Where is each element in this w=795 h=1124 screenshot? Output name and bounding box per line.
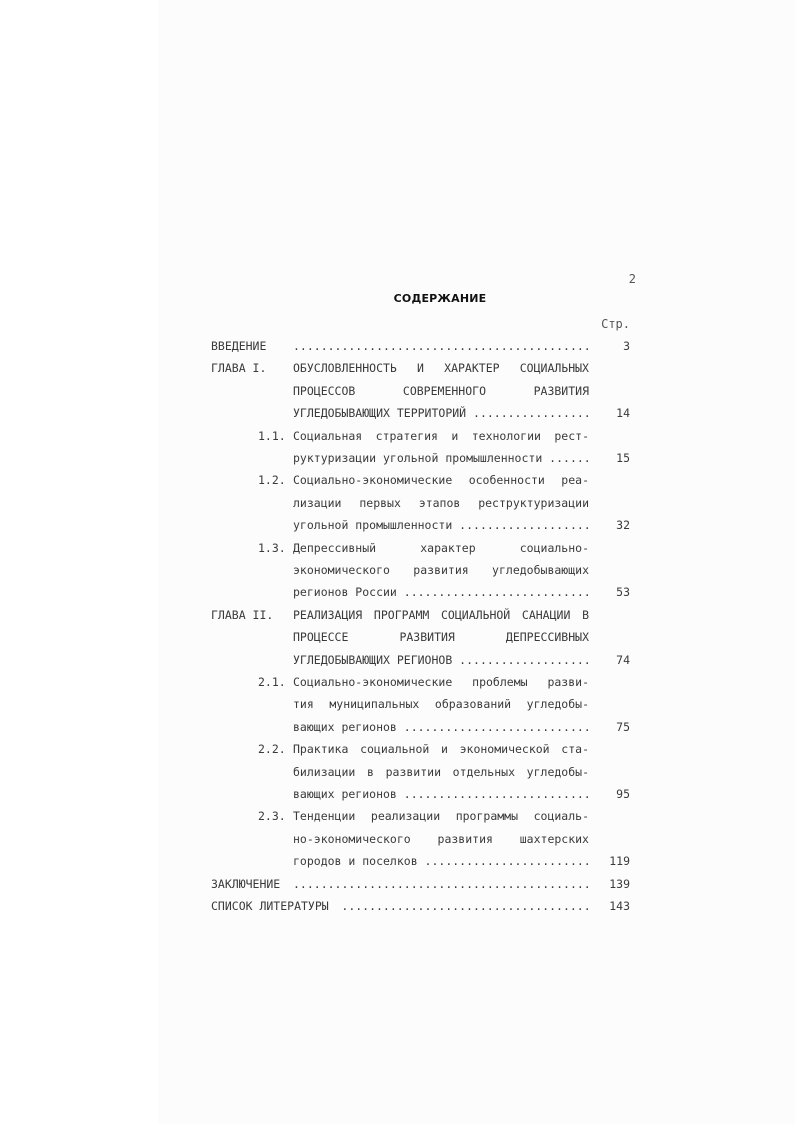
toc-entry-label: 1.1.	[258, 428, 286, 443]
toc-entry-page: 119	[609, 854, 630, 869]
toc-line	[0, 873, 795, 895]
toc-line	[0, 604, 795, 626]
page-title: СОДЕРЖАНИЕ	[393, 292, 487, 305]
toc-line	[0, 425, 795, 447]
toc-entry-text: ПРОЦЕССЕ РАЗВИТИЯ ДЕПРЕССИВНЫХ	[293, 630, 589, 645]
toc-entry-text	[293, 335, 589, 357]
toc-entry-label: 2.1.	[258, 675, 286, 689]
toc-line	[0, 738, 795, 760]
toc-entry-label: 2.2.	[258, 742, 286, 757]
toc-entry-text: экономического развития угледобывающих	[293, 563, 589, 577]
toc-entry-label: 1.3.	[258, 540, 286, 555]
toc-entry-text	[293, 873, 589, 895]
toc-entry-text: Социально-экономические проблемы разви-	[293, 675, 589, 689]
toc-entry-page: 15	[616, 451, 630, 465]
toc-entry-label: СПИСОК ЛИТЕРАТУРЫ	[211, 899, 329, 913]
toc-line	[0, 761, 795, 783]
toc-line	[0, 357, 795, 379]
toc-line	[0, 649, 795, 671]
toc-line	[0, 671, 795, 693]
page-column-label: Стр.	[601, 317, 630, 331]
toc-entry-text: тия муниципальных образований угледобы-	[293, 697, 589, 712]
toc-entry-text: вающих регионов .....	[293, 716, 589, 738]
toc-entry-label: ГЛАВА II.	[211, 607, 274, 622]
toc-line	[0, 492, 795, 514]
page-number: 2	[628, 272, 636, 286]
toc-entry-text: регионов России .....	[293, 581, 589, 603]
toc-entry-text: УГЛЕДОБЫВАЮЩИХ ТЕРРИТОРИЙ .....	[293, 402, 589, 424]
toc-entry-label: ЗАКЛЮЧЕНИЕ	[211, 876, 281, 891]
toc-line	[0, 514, 795, 536]
toc-line	[0, 581, 795, 603]
toc-entry-text: руктуризации угольной промышленности .....	[293, 447, 589, 469]
toc-line	[0, 559, 795, 581]
toc-entry-text: городов и поселков .....	[293, 850, 589, 872]
toc-entry-page: 32	[616, 518, 630, 533]
toc-entry-page: 74	[616, 652, 630, 667]
toc-entry-page: 95	[616, 787, 630, 801]
toc-line	[0, 537, 795, 559]
toc-entry-text: Социальная стратегия и технологии рест-	[293, 428, 589, 443]
toc-entry-page: 139	[609, 876, 630, 891]
toc-entry-text: лизации первых этапов реструктуризации	[293, 495, 589, 510]
toc-line	[0, 895, 795, 917]
toc-line	[0, 850, 795, 872]
toc-line	[0, 693, 795, 715]
toc-entry-text: Социально-экономические особенности реа-	[293, 473, 589, 488]
toc-line	[0, 469, 795, 491]
toc-line	[0, 447, 795, 469]
toc-line	[0, 716, 795, 738]
toc-line	[0, 783, 795, 805]
toc-entry-label: 1.2.	[258, 473, 286, 488]
toc-entry-label: 2.3.	[258, 809, 286, 824]
toc-entry-text: но-экономического развития шахтерских	[293, 831, 589, 846]
toc-entry-label: ГЛАВА I.	[211, 361, 267, 376]
toc-entry-page: 143	[609, 899, 630, 913]
toc-entry-text: Тенденции реализации программы социаль-	[293, 809, 589, 824]
toc-line	[0, 402, 795, 424]
toc-entry-text: билизации в развитии отдельных угледобы-	[293, 764, 589, 779]
toc-entry-page: 3	[623, 339, 630, 353]
toc-entry-text: РЕАЛИЗАЦИЯ ПРОГРАММ СОЦИАЛЬНОЙ САНАЦИИ В	[293, 607, 589, 622]
toc-entry-text: Депрессивный характер социально-	[293, 540, 589, 555]
toc-entry-label: ВВЕДЕНИЕ	[211, 339, 267, 353]
toc-line	[0, 335, 795, 357]
toc-entry-page: 14	[616, 406, 630, 421]
toc-entry-text: Практика социальной и экономической ста-	[293, 742, 589, 757]
toc-line	[0, 828, 795, 850]
toc-line	[0, 805, 795, 827]
toc-entry-page: 53	[616, 585, 630, 600]
toc-line	[0, 380, 795, 402]
toc-line	[0, 626, 795, 648]
toc-entry-text: ПРОЦЕССОВ СОВРЕМЕННОГО РАЗВИТИЯ	[293, 383, 589, 398]
toc-entry-text: УГЛЕДОБЫВАЮЩИХ РЕГИОНОВ .....	[293, 649, 589, 671]
toc-entry-text: угольной промышленности .....	[293, 514, 589, 536]
toc-entry-text: вающих регионов .....	[293, 783, 589, 805]
toc-entry-text: ОБУСЛОВЛЕННОСТЬ И ХАРАКТЕР СОЦИАЛЬНЫХ	[293, 361, 589, 376]
toc-entry-page: 75	[616, 719, 630, 734]
toc-entry-text	[341, 895, 589, 917]
